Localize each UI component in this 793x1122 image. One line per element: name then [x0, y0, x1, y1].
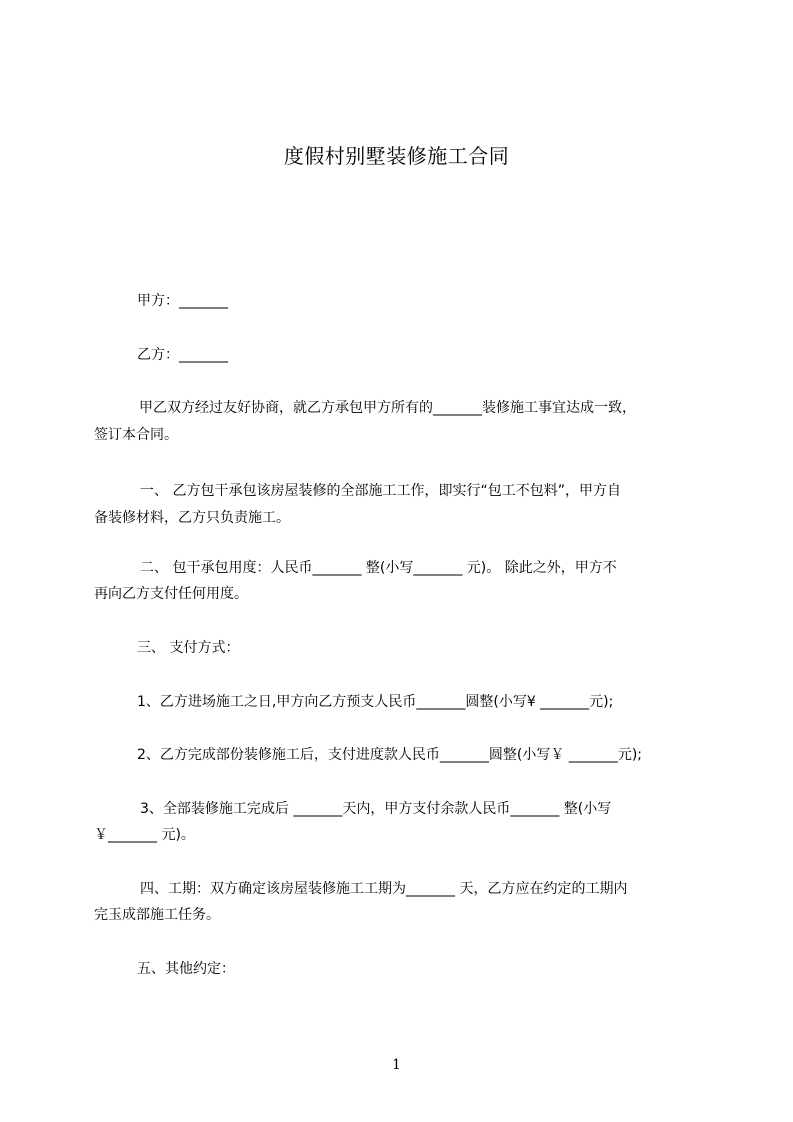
payment-item-3-line-1: 3、全部装修施工完成后 _______天内，甲方支付余款人民币_______ 整(小写 [140, 801, 612, 817]
page-title: 度假村别墅装修施工合同 [283, 144, 510, 168]
payment-item-2: 2、乙方完成部份装修施工后，支付进度款人民币_______圆整(小写￥ _______元); [137, 747, 642, 763]
clause-4-line-2: 完玉成部施工任务。 [94, 907, 220, 923]
payment-item-1: 1、乙方进场施工之日,甲方向乙方预支人民币_______圆整(小写¥ _______元); [137, 694, 614, 710]
clause-2-line-2: 再向乙方支付任何用度。 [94, 586, 248, 602]
page-number: 1 [392, 1057, 401, 1073]
clause-5-heading: 五、其他约定： [137, 961, 235, 977]
clause-1-line-2: 备装修材料，乙方只负责施工。 [94, 510, 290, 526]
party-b-line: 乙方：_______ [137, 347, 228, 363]
intro-line-1: 甲乙双方经过友好协商，就乙方承包甲方所有的_______装修施工事宜达成一致， [139, 400, 636, 416]
intro-line-2: 签订本合同。 [94, 427, 178, 443]
clause-4-line-1: 四、工期：双方确定该房屋装修施工工期为_______ 天，乙方应在约定的工期内 [140, 881, 628, 897]
clause-1-line-1: 一、 乙方包干承包该房屋装修的全部施工工作，即实行“包工不包料”，甲方自 [140, 483, 621, 499]
clause-3-heading: 三、 支付方式： [137, 640, 240, 656]
payment-item-3-line-2: ￥_______ 元)。 [94, 827, 195, 843]
clause-2-line-1: 二、 包干承包用度：人民币_______ 整(小写_______ 元)。 除此之外，甲方不 [140, 560, 617, 576]
party-a-line: 甲方：_______ [137, 293, 228, 309]
